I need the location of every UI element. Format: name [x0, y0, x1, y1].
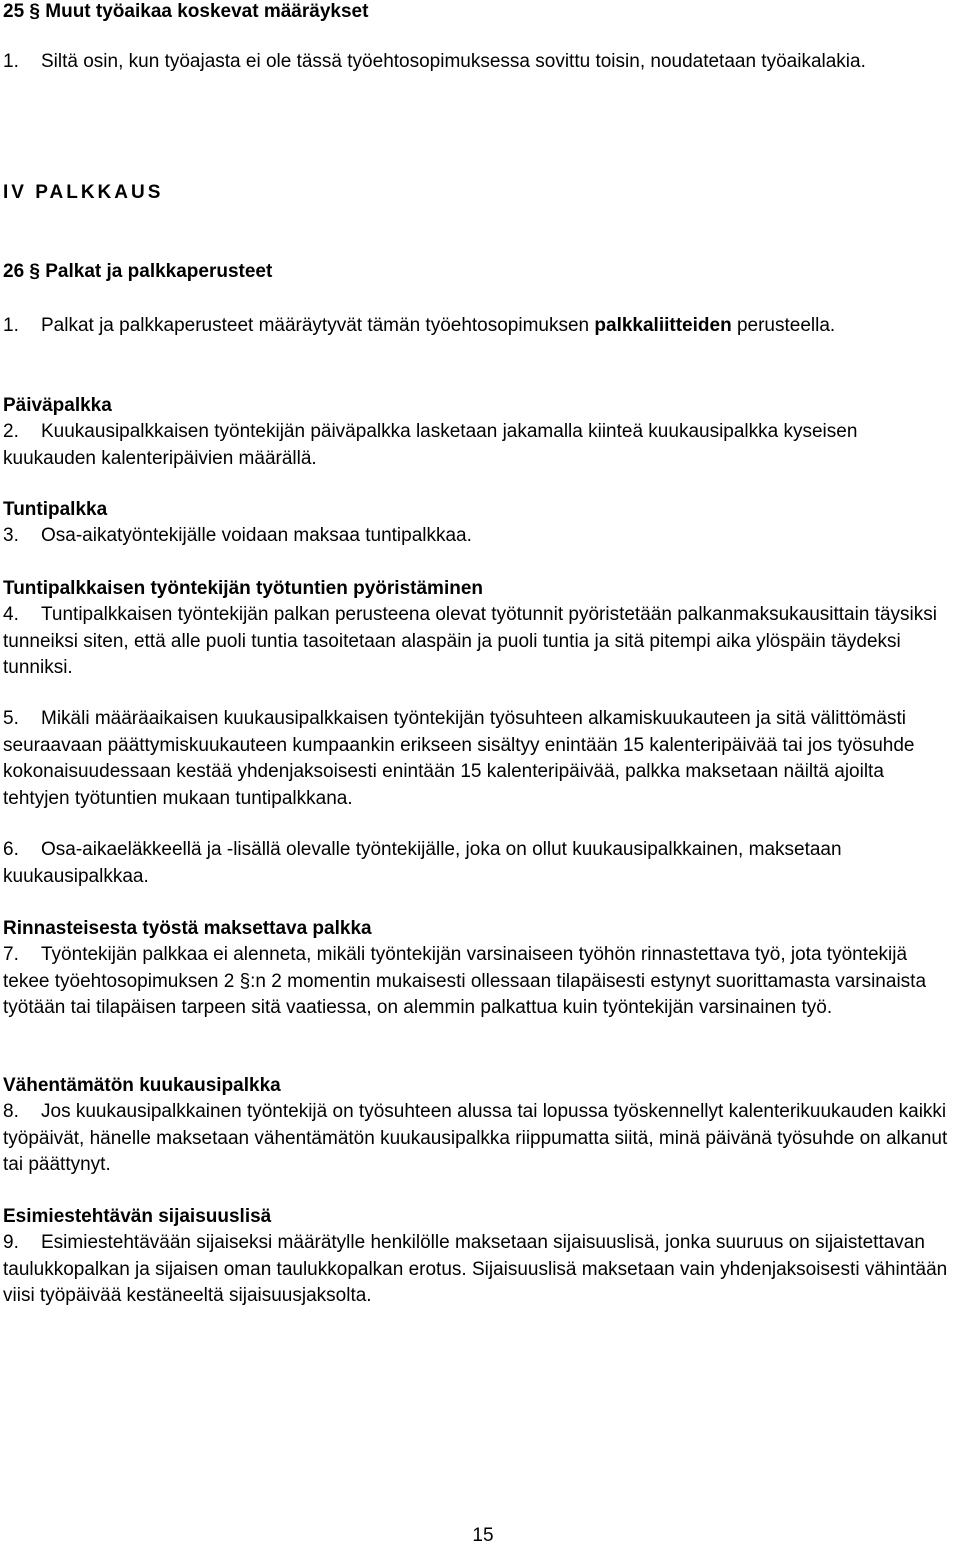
subheading-pyoristaminen: Tuntipalkkaisen työntekijän työtuntien pyöristäminen	[3, 578, 484, 599]
subheading-tuntipalkka: Tuntipalkka	[3, 499, 108, 520]
section-26-paragraph-3	[3, 523, 952, 550]
paragraph-number: 1.	[3, 51, 19, 72]
section-26-paragraph-8	[3, 1099, 952, 1179]
section-26-paragraph-9	[3, 1230, 952, 1310]
paragraph-number: 2.	[3, 421, 19, 442]
paragraph-text: Mikäli määräaikaisen kuukausipalkkaisen työntekijän työsuhteen alkamiskuukauteen ja sitä välittömästi seuraavaan päättymiskuukauteen kumpaankin erikseen sisältyy enintään 15 kalenteripäivää tai jos työsuhde kokonaisuudessaan kestää yhdenjaksoisesti enintään 15 kalenteripäivää, palkka maksetaan näiltä ajoilta tehtyjen työtuntien mukaan tuntipalkkana.	[3, 708, 915, 809]
paragraph-number: 8.	[3, 1101, 19, 1122]
paragraph-text: Tuntipalkkaisen työntekijän palkan perusteena olevat työtunnit pyöristetään palkanmaksukausittain täysiksi tunneiksi siten, että alle puoli tuntia tasoitetaan alaspäin ja puoli tuntia ja sitä pitempi aika ylöspäin täydeksi tunniksi.	[3, 604, 937, 678]
subheading-paivapalkka: Päiväpalkka	[3, 395, 112, 416]
paragraph-number: 1.	[3, 315, 19, 336]
section-26-paragraph-2	[3, 419, 952, 472]
section-26-heading: 26 § Palkat ja palkkaperusteet	[3, 261, 273, 282]
subheading-vahentamaton: Vähentämätön kuukausipalkka	[3, 1075, 281, 1096]
section-26-paragraph-7	[3, 942, 952, 1022]
paragraph-text: Jos kuukausipalkkainen työntekijä on työsuhteen alussa tai lopussa työskennellyt kalenterikuukauden kaikki työpäivät, hänelle maksetaan vähentämätön kuukausipalkka riippumatta siitä, minä päivänä työsuhde on alkanut tai päättynyt.	[3, 1101, 948, 1175]
paragraph-number: 5.	[3, 708, 19, 729]
section-25-paragraph-1	[3, 49, 952, 76]
paragraph-text: Osa-aikaeläkkeellä ja -lisällä olevalle työntekijälle, joka on ollut kuukausipalkkainen, maksetaan kuukausipalkkaa.	[3, 839, 842, 887]
section-26-paragraph-1: 1. Palkat ja palkkaperusteet määräytyvät tämän työehtosopimuksen palkkaliitteiden perusteella.	[3, 313, 952, 340]
page-number: 15	[472, 1525, 494, 1546]
section-25-heading: 25 § Muut työaikaa koskevat määräykset	[3, 1, 369, 22]
section-26-paragraph-6	[3, 837, 952, 890]
paragraph-number: 4.	[3, 604, 19, 625]
chapter-title: IV PALKKAUS	[3, 182, 164, 203]
section-26-paragraph-4	[3, 602, 952, 682]
subheading-sijaisuuslisa: Esimiestehtävän sijaisuuslisä	[3, 1206, 272, 1227]
paragraph-text: Kuukausipalkkaisen työntekijän päiväpalkka lasketaan jakamalla kiinteä kuukausipalkka kyseisen kuukauden kalenteripäivien määrällä.	[3, 421, 858, 469]
subheading-rinnasteinen: Rinnasteisesta työstä maksettava palkka	[3, 918, 372, 939]
salary-appendices-term: palkkaliitteiden	[594, 315, 732, 336]
paragraph-number: 6.	[3, 839, 19, 860]
paragraph-text: Työntekijän palkkaa ei alenneta, mikäli työntekijän varsinaiseen työhön rinnastettava työ, jota työntekijä tekee työehtosopimuksen 2 §:n 2 momentin mukaisesti ollessaan tilapäisesti estynyt suorittamasta varsinaista työtään tai tilapäisen tarpeen sitä vaatiessa, on alemmin palkattua kuin työntekijän varsinainen työ.	[3, 944, 927, 1018]
paragraph-text: Esimiestehtävään sijaiseksi määrätylle henkilölle maksetaan sijaisuuslisä, jonka suuruus on sijaistettavan taulukkopalkan ja sijaisen oman taulukkopalkan erotus. Sijaisuuslisä maksetaan vain yhdenjaksoisesti vähintään viisi työpäivää kestäneeltä sijaisuusjaksolta.	[3, 1232, 948, 1306]
paragraph-text: Siltä osin, kun työajasta ei ole tässä työehtosopimuksessa sovittu toisin, noudatetaan työaikalakia.	[41, 51, 866, 72]
paragraph-number: 3.	[3, 525, 19, 546]
paragraph-text: Osa-aikatyöntekijälle voidaan maksaa tuntipalkkaa.	[41, 525, 472, 546]
paragraph-number: 7.	[3, 944, 19, 965]
paragraph-number: 9.	[3, 1232, 19, 1253]
section-26-paragraph-5	[3, 706, 952, 812]
